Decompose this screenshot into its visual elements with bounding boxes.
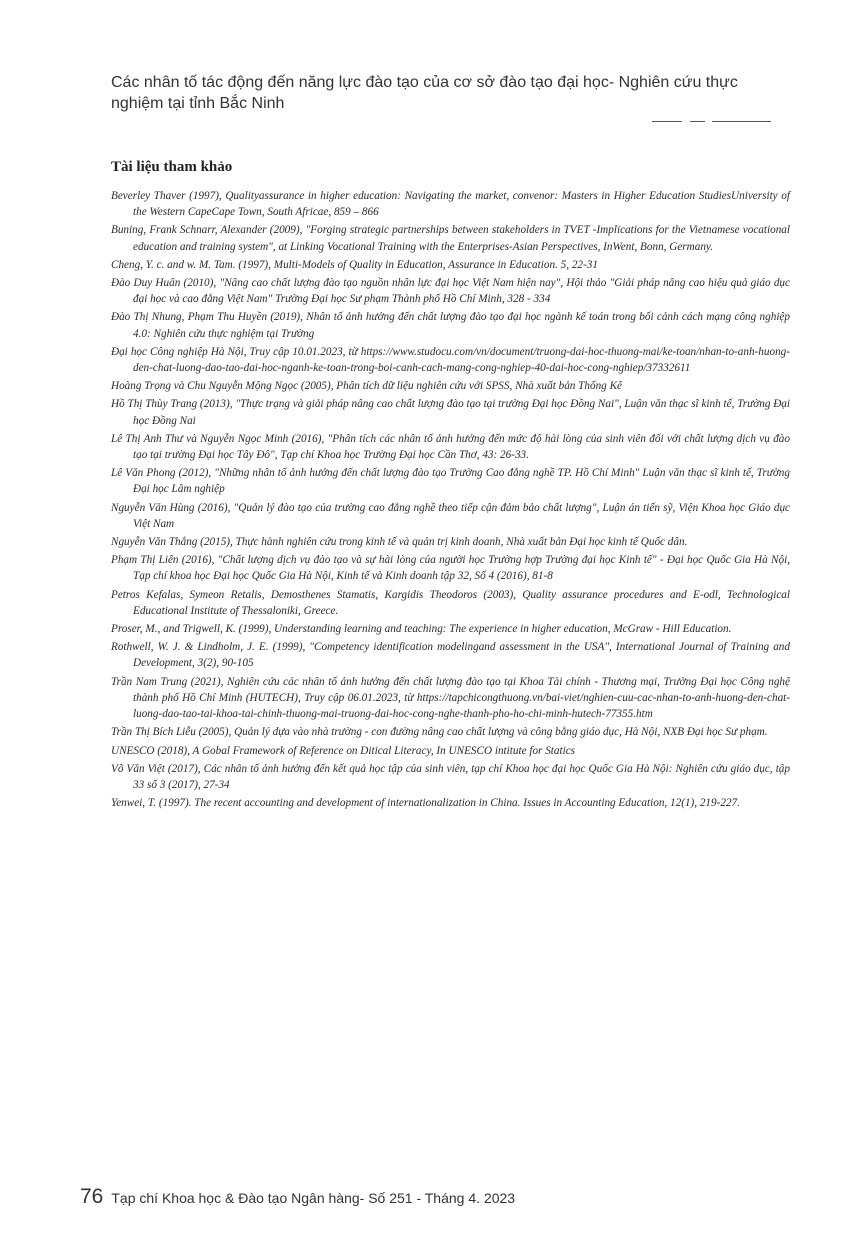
- header-rule: [712, 121, 771, 122]
- reference-item: Võ Văn Việt (2017), Các nhân tố ảnh hưởng đến kết quả học tập của sinh viên, tạp chí Khoa học đại học Quốc Gia Hà Nội: Nghiên cứu giáo dục, tập 33 số 3 (2017), 27-34: [111, 762, 790, 791]
- reference-item: Proser, M., and Trigwell, K. (1999), Understanding learning and teaching: The experience in higher education, McGraw - Hill Education.: [111, 623, 732, 636]
- page-number: 76: [80, 1185, 104, 1208]
- reference-item: Phạm Thị Liên (2016), "Chất lượng dịch vụ đào tạo và sự hài lòng của người học Trường hợp Trường đại học Kinh tế" - Đại học Quốc Gia Hà Nội, Tạp chí khoa học Đại học Quốc Gia Hà Nội, Kinh tế và Kinh doanh tập 32, Số 4 (2016), 81-8: [111, 554, 790, 583]
- reference-item: Rothwell, W. J. & Lindholm, J. E. (1999), "Competency identification modelingand assessment in the USA", International Journal of Training and Development, 3(2), 90-105: [111, 641, 790, 670]
- reference-item: Hồ Thị Thùy Trang (2013), "Thực trạng và giải pháp nâng cao chất lượng đào tạo tại trường Đại học Đồng Nai", Luận văn thạc sĩ kinh tế, Trường Đại học Đồng Nai: [111, 398, 790, 427]
- page-footer: [80, 1185, 515, 1209]
- reference-item: Hoàng Trọng và Chu Nguyễn Mộng Ngọc (2005), Phân tích dữ liệu nghiên cứu với SPSS, Nhà xuất bản Thống Kê: [111, 380, 622, 393]
- reference-item: Lê Thị Anh Thư và Nguyễn Ngọc Minh (2016), "Phân tích các nhân tố ảnh hưởng đến mức độ hài lòng của sinh viên đối với chất lượng dịch vụ đào tạo tại trường Đại học Tây Đô", Tạp chí Khoa học Trường Đại học Cần Thơ, 43: 26-33.: [111, 432, 790, 462]
- running-header: Các nhân tố tác động đến năng lực đào tạo của cơ sở đào tạo đại học- Nghiên cứu thực nghiệm tại tỉnh Bắc Ninh: [111, 74, 738, 112]
- reference-item: UNESCO (2018), A Gobal Framework of Reference on Ditical Literacy, In UNESCO intitute for Statics: [111, 744, 576, 757]
- reference-item: Trần Nam Trung (2021), Nghiên cứu các nhân tố ảnh hưởng đến chất lượng đào tạo tại Khoa Tài chính - Thương mại, Trường Đại học Công nghệ thành phố Hồ Chí Minh (HUTECH), Truy cập 06.01.2023, từ https://tapchicongthuong.vn/bai-viet/nghien-cuu-cac-nhan-to-anh-huong-den-chat-luong-dao-tao-tai-khoa-tai-chinh-thuong-mai-truong-dai-hoc-cong-nghe-thanh-pho-ho-chi-minh-hutech-77355.htm: [111, 675, 790, 721]
- reference-item: Đại học Công nghiệp Hà Nội, Truy cập 10.01.2023, từ https://www.studocu.com/vn/document/truong-dai-hoc-thuong-mai/ke-toan/nhan-to-anh-huong-den-chat-luong-dao-tao-dai-hoc-nganh-ke-toan-trong-boi-canh-cach-mang-cong-nghiep-40-dai-hoc-cong-nghiep/37332611: [111, 345, 790, 375]
- header-rule: [652, 121, 682, 122]
- reference-item: Nguyễn Văn Hùng (2016), "Quản lý đào tạo của trường cao đẳng nghề theo tiếp cận đảm bảo chất lượng", Luận án tiến sỹ, Viện Khoa học Giáo dục Việt Nam: [111, 501, 790, 530]
- reference-item: Đào Thị Nhung, Phạm Thu Huyền (2019), Nhân tố ảnh hưởng đến chất lượng đào tạo đại học ngành kế toán trong bối cảnh cách mạng công nghiệp 4.0: Nghiên cứu thực nghiệm tại Trường: [111, 311, 790, 340]
- reference-item: Nguyễn Văn Thắng (2015), Thực hành nghiên cứu trong kinh tế và quản trị kinh doanh, Nhà xuất bản Đại học kinh tế Quốc dân.: [111, 536, 688, 549]
- reference-item: Cheng, Y. c. and w. M. Tam. (1997), Multi-Models of Quality in Education, Assurance in Education. 5, 22-31: [111, 258, 598, 271]
- reference-item: Đào Duy Huân (2010), "Nâng cao chất lượng đào tạo nguồn nhân lực đại học Việt Nam hiện nay", Hội thảo "Giải pháp nâng cao hiệu quả giáo dục đại học và cao đẳng Việt Nam" Trường Đại học Sư phạm Thành phố Hồ Chí Minh, 328 - 334: [111, 277, 790, 306]
- header-rule: [690, 121, 705, 122]
- references-list: [111, 188, 790, 813]
- reference-item: Yenwei, T. (1997). The recent accounting and development of internationalization in China. Issues in Accounting Education, 12(1), 219-227.: [111, 797, 740, 810]
- journal-name: Tạp chí Khoa học & Đào tạo Ngân hàng- Số 251 - Tháng 4. 2023: [111, 1190, 516, 1206]
- reference-item: Trần Thị Bích Liễu (2005), Quản lý dựa vào nhà trường - con đường nâng cao chất lượng và công bằng giáo dục, Hà Nội, NXB Đại học Sư phạm.: [111, 726, 768, 739]
- reference-item: Beverley Thaver (1997), Qualityassurance in higher education: Navigating the market, convenor: Masters in Higher Education StudiesUniversity of the Western CapeCape Town, South Africae, 859 – 866: [111, 190, 790, 219]
- references-heading: Tài liệu tham khảo: [111, 159, 233, 175]
- reference-item: Buning, Frank Schnarr, Alexander (2009), "Forging strategic partnerships between stakeholders in TVET -Implications for the Vietnamese vocational education and training system", at Linking Vocational Training with the Enterprises-Asian Perspectives, InWent, Bonn, Germany.: [111, 224, 790, 253]
- reference-item: Lê Văn Phong (2012), "Những nhân tố ảnh hưởng đến chất lượng đào tạo Trường Cao đẳng nghề TP. Hồ Chí Minh" Luận văn thạc sĩ kinh tế, Trường Đại học Lâm nghiệp: [111, 467, 790, 496]
- reference-item: Petros Kefalas, Symeon Retalis, Demosthenes Stamatis, Kargidis Theodoros (2003), Quality assurance procedures and E-odl, Technological Educational Institute of Thessaloniki, Greece.: [111, 588, 790, 617]
